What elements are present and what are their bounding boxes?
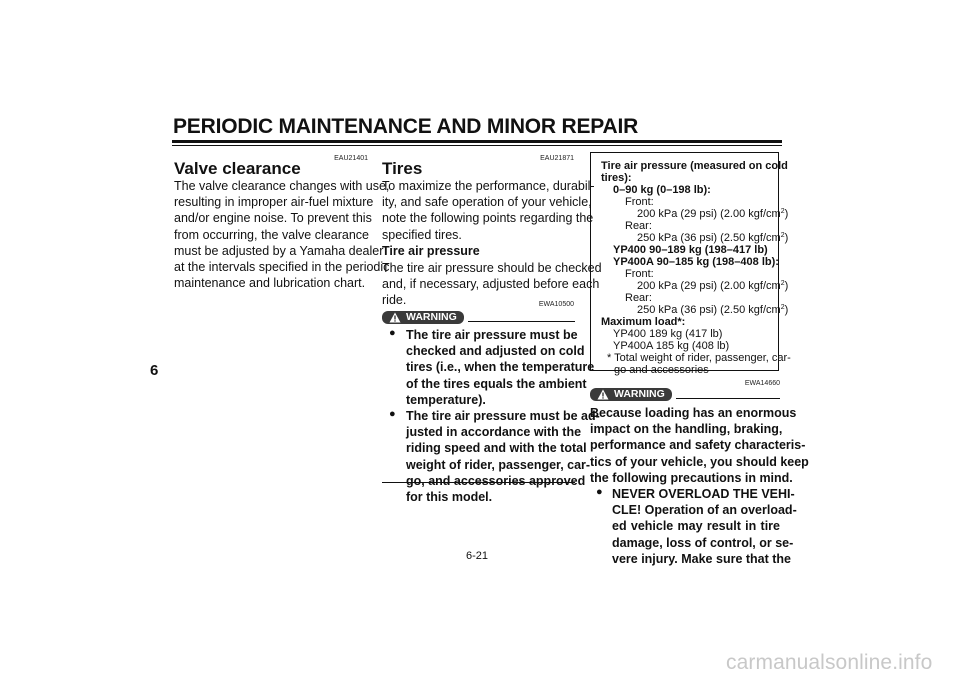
text-line: vere injury. Make sure that the <box>612 551 791 566</box>
tires-intro-text <box>382 178 595 243</box>
spec-front-value <box>637 208 788 220</box>
warning-bullet-2 <box>406 408 600 505</box>
spec-max-load-yp400a: YP400A 185 kg (408 lb) <box>613 340 730 352</box>
warning-rule <box>676 398 780 399</box>
text-line: The tire air pressure must be ad- <box>406 409 600 423</box>
text-line: weight of rider, passenger, car- <box>406 457 591 472</box>
warning-label: WARNING <box>614 388 665 400</box>
spec-rear-label: Rear: <box>625 292 652 304</box>
text-line: the following precautions in mind. <box>590 470 793 485</box>
warning-badge <box>590 388 672 401</box>
warning-rule <box>468 321 575 322</box>
watermark-text: carmanualsonline.info <box>726 651 933 674</box>
page-number: 6-21 <box>466 550 489 562</box>
spec-title: Tire air pressure (measured on cold <box>601 160 788 172</box>
text-line: must be adjusted by a Yamaha dealer <box>174 243 384 258</box>
paren: ) <box>784 232 789 244</box>
text-line: and/or engine noise. To prevent this <box>174 211 372 226</box>
header-rule <box>172 140 782 143</box>
warning-triangle-icon <box>389 312 401 323</box>
warning-code-1: EWA10500 <box>538 301 574 308</box>
chapter-tab: 6 <box>150 362 159 379</box>
spec-front-label: Front: <box>625 268 654 280</box>
spec-title: tires): <box>601 172 632 184</box>
text-line: justed in accordance with the <box>406 425 582 440</box>
text-line: maintenance and lubrication chart. <box>174 276 366 291</box>
paren: ) <box>784 208 789 220</box>
page-header-title: PERIODIC MAINTENANCE AND MINOR REPAIR <box>173 115 639 138</box>
value-text: 250 kPa (36 psi) (2.50 kgf/cm <box>637 232 781 244</box>
text-line: resulting in improper air-fuel mixture <box>174 195 374 210</box>
overload-bullet <box>612 486 797 567</box>
text-line: ride. <box>382 293 407 308</box>
text-line: temperature). <box>406 392 486 407</box>
superscript: 2 <box>780 232 785 239</box>
text-line: note the following points regarding the <box>382 211 594 226</box>
text-line: for this model. <box>406 490 493 505</box>
spec-load-range-2: YP400 90–189 kg (198–417 lb) <box>613 244 768 256</box>
spec-rear-value <box>637 232 788 244</box>
superscript: 2 <box>780 280 785 287</box>
spec-load-range-1: 0–90 kg (0–198 lb): <box>613 184 711 196</box>
text-line: CLE! Operation of an overload- <box>612 503 797 518</box>
text-line: performance and safety characteris- <box>590 438 806 453</box>
bullet-icon: ● <box>389 408 396 420</box>
text-line: impact on the handling, braking, <box>590 422 783 437</box>
warning-triangle-icon <box>597 389 609 400</box>
text-line: riding speed and with the total <box>406 441 587 456</box>
spec-load-range-3: YP400A 90–185 kg (198–408 lb): <box>613 256 779 268</box>
warning-label: WARNING <box>406 311 457 323</box>
text-line: from occurring, the valve clearance <box>174 227 369 242</box>
warning-bullet-1 <box>406 327 595 408</box>
value-text: 200 kPa (29 psi) (2.00 kgf/cm <box>637 280 781 292</box>
text-line: tires (i.e., when the temperature <box>406 360 595 375</box>
paren: ) <box>784 304 789 316</box>
spec-footnote: go and accessories <box>614 364 709 376</box>
valve-clearance-heading: Valve clearance <box>174 159 301 178</box>
value-text: 200 kPa (29 psi) (2.00 kgf/cm <box>637 208 781 220</box>
spec-max-load-yp400: YP400 189 kg (417 lb) <box>613 328 723 340</box>
warning-banner-1 <box>382 311 575 324</box>
valve-clearance-text <box>174 178 390 291</box>
text-line: of the tires equals the ambient <box>406 376 587 391</box>
spec-rear-value <box>637 304 788 316</box>
spec-front-label: Front: <box>625 196 654 208</box>
spec-front-value <box>637 280 788 292</box>
text-line: The tire air pressure should be checked <box>382 261 602 275</box>
tires-heading: Tires <box>382 159 423 178</box>
text-line: tics of your vehicle, you should keep <box>590 454 809 469</box>
bullet-icon: ● <box>596 486 603 498</box>
text-line: ity, and safe operation of your vehicle, <box>382 195 592 210</box>
section-code-valve: EAU21401 <box>334 155 368 162</box>
section-code-tires: EAU21871 <box>540 155 574 162</box>
warning-badge <box>382 311 464 324</box>
text-line: The valve clearance changes with use, <box>174 179 390 193</box>
value-text: 250 kPa (36 psi) (2.50 kgf/cm <box>637 304 781 316</box>
text-line: The tire air pressure must be <box>406 328 578 342</box>
text-line: go, and accessories approved <box>406 473 586 488</box>
text-line: damage, loss of control, or se- <box>612 535 794 550</box>
warning-banner-2 <box>590 388 780 401</box>
paren: ) <box>784 280 789 292</box>
spec-max-load-label: Maximum load*: <box>601 316 686 328</box>
header-rule-thin <box>172 145 782 146</box>
text-line: and, if necessary, adjusted before each <box>382 277 600 292</box>
tire-pressure-heading: Tire air pressure <box>382 244 480 258</box>
text-line: checked and adjusted on cold <box>406 344 585 359</box>
text-line: Because loading has an enormous <box>590 406 797 420</box>
text-line: ed vehicle may result in tire <box>612 519 780 534</box>
text-line: NEVER OVERLOAD THE VEHI- <box>612 487 795 501</box>
text-line: at the intervals specified in the periodic <box>174 260 390 275</box>
text-line: specified tires. <box>382 227 462 242</box>
spec-rear-label: Rear: <box>625 220 652 232</box>
warning-code-2: EWA14660 <box>744 380 780 387</box>
superscript: 2 <box>780 304 785 311</box>
spec-footnote: * Total weight of rider, passenger, car- <box>607 352 791 364</box>
bullet-icon: ● <box>389 327 396 339</box>
text-line: To maximize the performance, durabil- <box>382 179 595 193</box>
warning-end-rule <box>382 482 575 483</box>
tire-pressure-spec-box <box>590 152 791 371</box>
superscript: 2 <box>780 208 785 215</box>
load-warning-text <box>590 405 809 486</box>
